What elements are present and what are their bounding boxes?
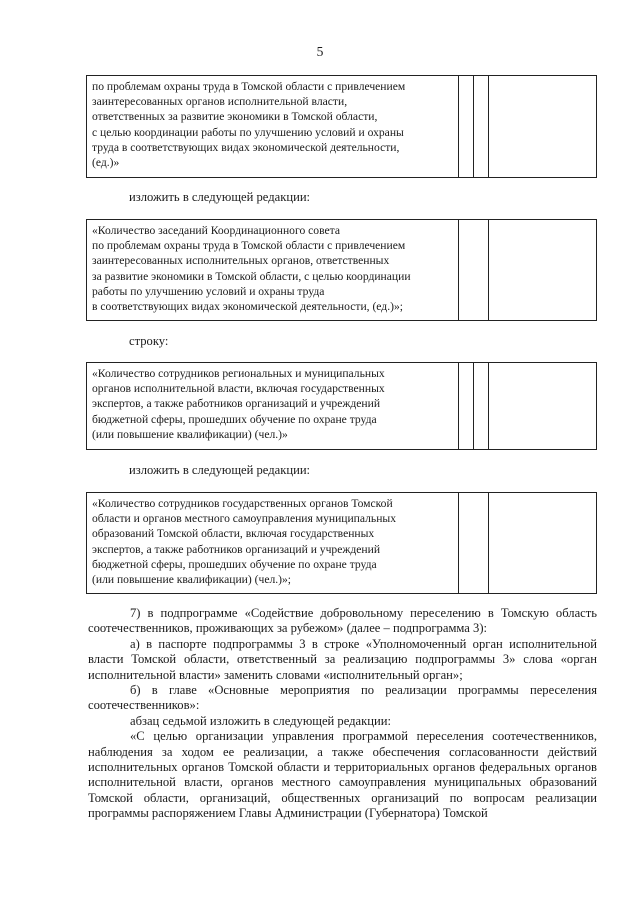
column-divider — [473, 363, 474, 449]
table-row-3-text: «Количество сотрудников региональных и муниципальных органов исполнительной власти, включая государственных экспертов, а также работников организаций и учреждений бюджетной сферы, прошедших обучение по охране труда (или повышение квалификации) (чел.)» — [92, 367, 385, 441]
intro-text-1: изложить в следующей редакции: — [129, 190, 311, 204]
intro-text-3: изложить в следующей редакции: — [129, 463, 311, 477]
table-row-3 — [86, 362, 597, 450]
table-row-2 — [86, 219, 597, 321]
paragraph-quote: «С целью организации управления программой переселения соотечественников, наблюдения за ходом ее реализации, а также обеспечения согласованности действий исполнительных органов Томской области и территориальных органов федеральных органов исполнительной власти, органов местного самоуправления муниципальных образований Томской области, организаций, общественных организаций по вопросам реализации программы распоряжением Главы Администрации (Губернатора) Томской — [88, 729, 597, 821]
column-divider — [488, 363, 489, 449]
intro-text-2: строку: — [129, 334, 169, 348]
column-divider — [458, 363, 459, 449]
page-number: 5 — [316, 44, 324, 59]
table-row-1 — [86, 75, 597, 178]
body-text — [88, 606, 597, 822]
column-divider — [458, 493, 459, 593]
table-row-4-text: «Количество сотрудников государственных органов Томской области и органов местного самоуправления муниципальных образований Томской области, включая государственных экспертов, а также работников организаций и учреждений бюджетной сферы, прошедших обучение по охране труда (или повышение квалификации) (чел.)»; — [92, 497, 397, 587]
paragraph-7b: б) в главе «Основные мероприятия по реализации программы переселения соотечественников»: — [88, 683, 597, 713]
paragraph-7: 7) в подпрограмме «Содействие добровольному переселению в Томскую область соотечественников, проживающих за рубежом» (далее – подпрограмма 3): — [88, 606, 597, 636]
column-divider — [488, 220, 489, 320]
column-divider — [458, 220, 459, 320]
column-divider — [473, 76, 474, 177]
table-row-4 — [86, 492, 597, 594]
paragraph-7a: а) в паспорте подпрограммы 3 в строке «Уполномоченный орган исполнительной власти Томской области, ответственный за реализацию подпрограммы 3» слова «орган исполнительной власти» заменить словами «исполнительный орган»; — [88, 636, 597, 682]
column-divider — [488, 76, 489, 177]
table-row-1-text: по проблемам охраны труда в Томской области с привлечением заинтересованных органов исполнительной власти, ответственных за развитие экономики в Томской области, с целью координации работы по улучшению условий и охраны труда в соответствующих видах экономической деятельности, (ед.)» — [92, 80, 406, 170]
table-row-2-text: «Количество заседаний Координационного совета по проблемам охраны труда в Томской области с привлечением заинтересованных исполнительных органов, ответственных за развитие экономики в Томской области, с целью координации работы по улучшению условий и охраны труда в соответствующих видах экономической деятельности, (ед.)»; — [92, 224, 411, 314]
column-divider — [458, 76, 459, 177]
column-divider — [488, 493, 489, 593]
paragraph-abzac: абзац седьмой изложить в следующей редакции: — [130, 713, 391, 728]
